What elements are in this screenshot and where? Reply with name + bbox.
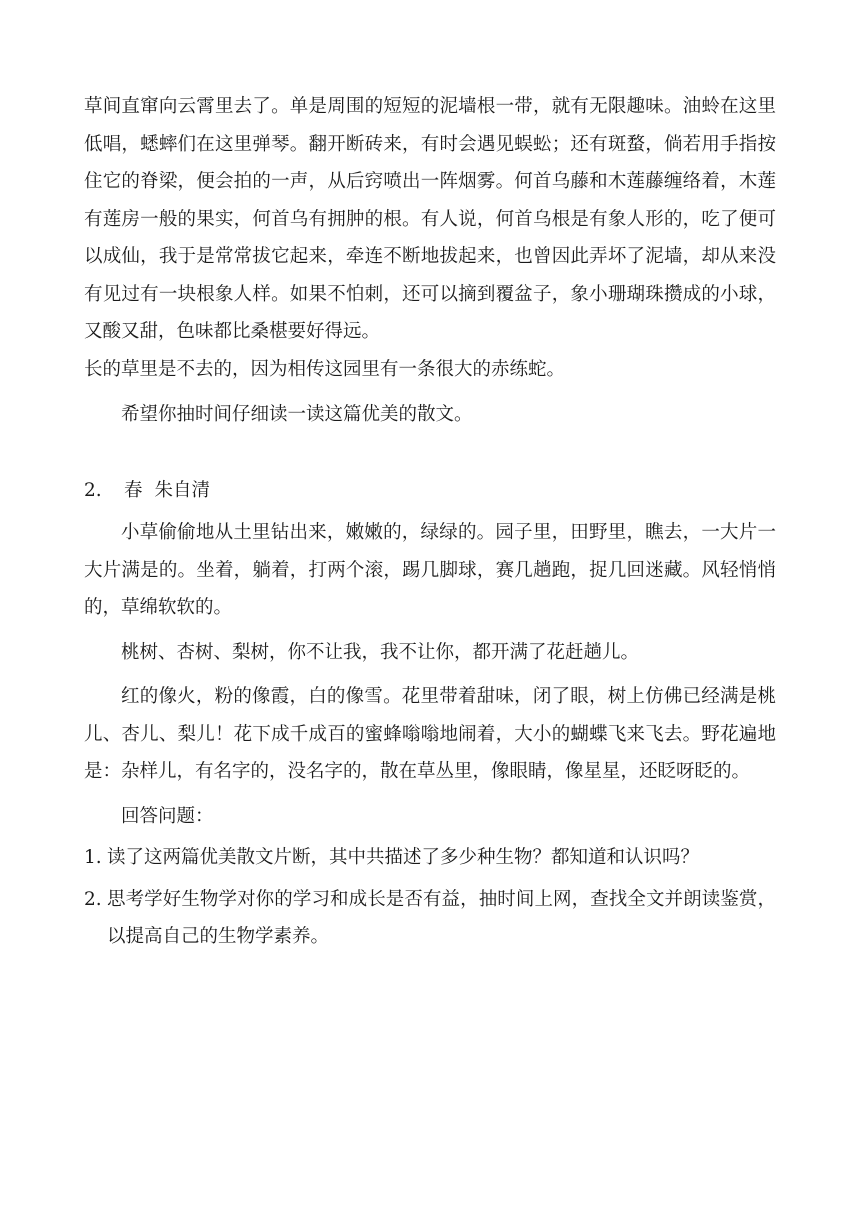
passage1-paragraph-tail: 长的草里是不去的，因为相传这园里有一条很大的赤练蛇。 [84, 358, 566, 380]
passage1-wish: 希望你抽时间仔细读一读这篇优美的散文。 [121, 404, 473, 425]
question-text: 思考学好生物学对你的学习和成长是否有益，抽时间上网，查找全文并朗读鉴赏，以提高自己的生物学素养。 [107, 888, 776, 947]
passage2-heading [84, 472, 776, 510]
questions-heading: 回答问题： [121, 805, 214, 827]
question-item [84, 839, 776, 877]
question-text: 读了这两篇优美散文片断，其中共描述了多少种生物？都知道和认识吗？ [107, 847, 700, 868]
passage2-paragraph-2: 桃树、杏树、梨树，你不让我，我不让你，都开满了花赶趟儿。 [121, 641, 640, 663]
question-number: 2. [84, 888, 102, 910]
questions-list [84, 839, 776, 956]
question-number: 1. [84, 847, 102, 868]
document-page [84, 88, 776, 956]
passage2-author: 朱自清 [154, 479, 211, 501]
passage2-number: 2. [84, 479, 102, 501]
passage2-paragraph-3: 红的像火，粉的像霞，白的像雪。花里带着甜味，闭了眼，树上仿佛已经满是桃儿、杏儿、梨儿！花下成千成百的蜜蜂嗡嗡地闹着，大小的蝴蝶飞来飞去。野花遍地是：杂样儿，有名字的，没名字的，散在草丛里，像眼睛，像星星，还眨呀眨的。 [84, 686, 776, 782]
passage1-paragraph-main: 草间直窜向云霄里去了。单是周围的短短的泥墙根一带，就有无限趣味。油蛉在这里低唱，蟋蟀们在这里弹琴。翻开断砖来，有时会遇见蜈蚣；还有斑蝥，倘若用手指按住它的脊梁，便会拍的一声，从后窍喷出一阵烟雾。何首乌藤和木莲藤缠络着，木莲有莲房一般的果实，何首乌有拥肿的根。有人说，何首乌根是有象人形的，吃了便可以成仙，我于是常常拔它起来，牵连不断地拔起来，也曾因此弄坏了泥墙，却从来没有见过有一块根象人样。如果不怕刺，还可以摘到覆盆子，象小珊瑚珠攒成的小球，又酸又甜，色味都比桑椹要好得远。 [84, 96, 776, 342]
passage2-title: 春 [124, 479, 143, 501]
passage2-paragraph-1: 小草偷偷地从土里钻出来，嫩嫩的，绿绿的。园子里，田野里，瞧去，一大片一大片满是的。坐着，躺着，打两个滚，踢几脚球，赛几趟跑，捉几回迷藏。风轻悄悄的，草绵软软的。 [84, 522, 776, 618]
question-item [84, 881, 776, 956]
